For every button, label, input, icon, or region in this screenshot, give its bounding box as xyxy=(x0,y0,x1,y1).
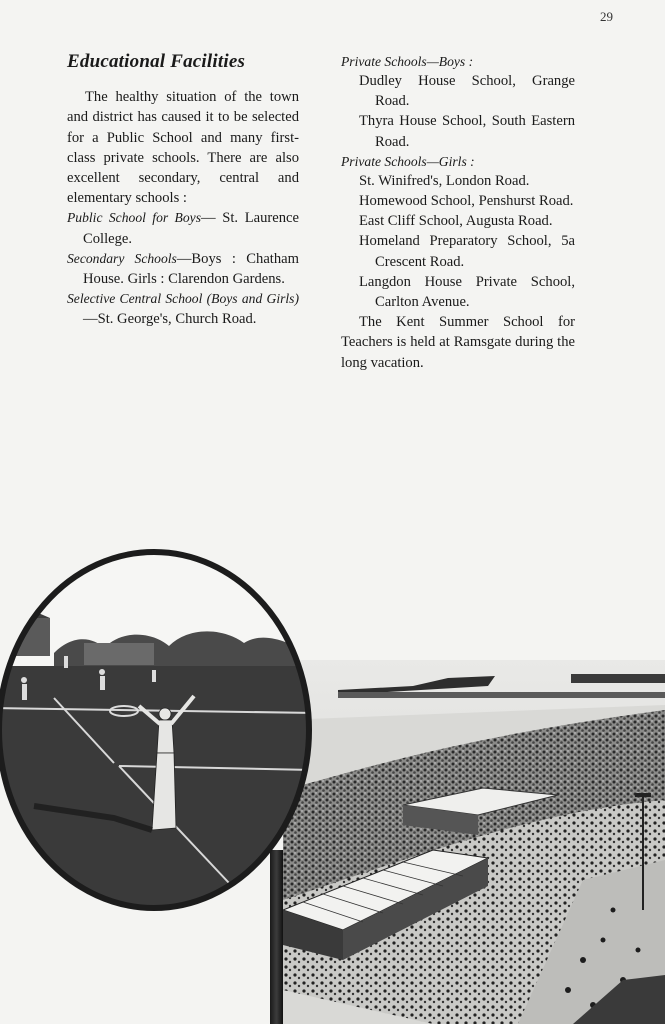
boys-category: Private Schools—Boys : xyxy=(341,54,474,69)
entry-central-school xyxy=(67,289,299,329)
school-item: East Cliff School, Augusta Road. xyxy=(359,213,553,230)
entry-secondary-schools xyxy=(67,249,299,289)
closing-paragraph: The Kent Summer School for Teachers is held at Ramsgate during the long vacation. xyxy=(341,314,575,371)
left-column xyxy=(67,52,299,330)
entry-text: —St. George's, Church Road. xyxy=(83,311,257,328)
school-item: Thyra House School, South Eastern Road. xyxy=(359,113,575,150)
school-item: Homewood School, Penshurst Road. xyxy=(359,193,574,210)
section-heading: Educational Facilities xyxy=(67,51,246,72)
girls-category: Private Schools—Girls : xyxy=(341,153,475,169)
school-item: Langdon House Private School, Carlton Avenue. xyxy=(359,273,575,311)
entry-category: Selective Central School (Boys and Girls) xyxy=(67,291,299,307)
page-number: 29 xyxy=(600,9,613,24)
school-item: St. Winifred's, London Road. xyxy=(359,172,530,189)
intro-paragraph: The healthy situation of the town and district has caused it to be selected for a Public School and many first-class private schools. There are also excellent secondary, central and elementary schools : xyxy=(67,89,299,207)
entry-category: Public School for Boys xyxy=(67,210,201,226)
entry-text: — St. Laurence College. xyxy=(83,210,299,247)
school-item: Dudley House School, Grange Road. xyxy=(359,73,575,110)
beach-photo xyxy=(283,660,665,1024)
school-item: Homeland Preparatory School, 5a Crescent Road. xyxy=(359,233,575,270)
entry-text: —Boys : Chatham House. Girls : Clarendon Gardens. xyxy=(83,250,299,288)
distant-pier xyxy=(571,674,665,683)
entry-public-school xyxy=(67,208,299,248)
right-column xyxy=(341,52,575,373)
tennis-photo xyxy=(0,548,314,912)
entry-category: Secondary Schools xyxy=(67,250,177,266)
